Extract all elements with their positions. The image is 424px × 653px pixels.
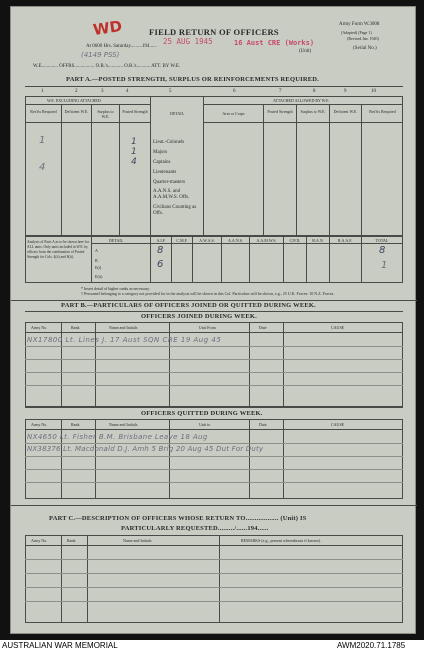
handwritten-serial: (4149 PSS) xyxy=(81,51,120,59)
head-arm-or-corps: Arm or Corps xyxy=(222,111,245,116)
unit-stamp: 16 Aust CRE (Works) xyxy=(234,39,315,47)
head-resfts-required-left: Res'fts Required xyxy=(30,109,57,114)
quitted-col-army-no: Army No. xyxy=(31,422,48,427)
part-c-table xyxy=(25,535,403,623)
part-a-table xyxy=(25,96,403,236)
summary-row-b: B xyxy=(95,258,98,263)
part-c-title-line-2: PARTICULARLY REQUESTED........./......194...... xyxy=(121,525,269,532)
summary-row-a: A xyxy=(95,248,98,253)
summary-col-total: TOTAL xyxy=(375,238,389,243)
part-c-col-army-no: Army No. xyxy=(31,538,48,543)
summary-col-raaf: R.A.A.F. xyxy=(337,238,353,243)
serial-label: (Serial No.) xyxy=(353,46,377,51)
summary-col-aans: A.A.N.S. xyxy=(228,238,243,243)
part-a-title: PART A.—POSTED STRENGTH, SURPLUS OR REINFORCEMENTS REQUIRED. xyxy=(66,76,319,83)
attached-allowed-label: ATTACHED ALLOWED BY W.E. xyxy=(273,98,330,103)
form-title: FIELD RETURN OF OFFICERS xyxy=(149,27,279,37)
quitted-col-cause: CAUSE xyxy=(331,422,345,427)
head-resfts-required-right: Res'fts Required xyxy=(369,109,396,114)
joined-col-army-no: Army No. xyxy=(31,325,48,330)
joined-table xyxy=(25,322,403,407)
quitted-entry-2: NX38376 Lt. Macdonald D.J. Amh 5 Brig 20 Aug 45 Dut For Duty xyxy=(27,445,264,453)
col-number-3: 3 xyxy=(101,89,104,94)
detail-lieut-colonels: Lieut.-Colonels xyxy=(153,140,185,145)
detail-quarter-masters: Quarter-masters xyxy=(153,180,186,185)
col-number-4: 4 xyxy=(126,89,129,94)
head-posted-strength-right: Posted Strength xyxy=(267,109,293,114)
summary-col-aamws: A.A.M.W.S. xyxy=(256,238,277,243)
summary-row-eii: E(ii) xyxy=(95,274,103,279)
joined-col-name: Name and Initials xyxy=(109,325,138,330)
detail-civilians: Civilians Counting as Offs. xyxy=(153,205,197,216)
col-number-10: 10 xyxy=(371,89,376,94)
head-surplus-right: Surplus to W.E. xyxy=(300,109,326,114)
time-line: At 0600 Hrs. Saturday.........194...... xyxy=(86,44,157,49)
form-adapted: (Adapted) (Page 1) xyxy=(341,30,372,35)
joined-col-cause: CAUSE xyxy=(331,325,345,330)
hw-summary-total-2: 1 xyxy=(381,260,388,271)
detail-captains: Captains xyxy=(153,160,171,165)
head-detail: DETAIL xyxy=(169,111,185,116)
hw-summary-total-1: 8 xyxy=(379,245,386,256)
hw-col4-row3: 4 xyxy=(131,157,137,167)
col-number-9: 9 xyxy=(344,89,347,94)
summary-analysis-note: Analysis of Parts A as to be shown here for ALL units. Only units included in W.E. by officers from the combination of Posted Strength for Cols. 4(ii) and 8(ii). xyxy=(27,240,89,259)
joined-col-date: Date xyxy=(259,325,267,330)
quitted-col-name: Name and Initials xyxy=(109,422,138,427)
unit-label: (Unit) xyxy=(299,49,312,54)
part-c-title-line-1: PART C.—DESCRIPTION OF OFFICERS WHOSE RETURN TO.................. (Unit) IS xyxy=(49,515,307,522)
handwritten-wd-mark: WD xyxy=(91,17,124,39)
footnote-categories: † Personnel belonging to a category not provided for in the analysis will be shown in this Col. Particulars will be shown, e.g., 25 U.K. Forces: 10 N.Z. Forces. xyxy=(81,291,335,296)
summary-detail-head: DETAIL xyxy=(109,238,124,243)
footnote-higher-ranks: * Insert detail of higher ranks as necessary. xyxy=(81,286,150,291)
summary-row-ei: E(i) xyxy=(95,265,102,270)
quitted-col-rank: Rank xyxy=(71,422,80,427)
summary-col-ran: R.A.N. xyxy=(312,238,324,243)
head-deficient-right: Deficient W.E. xyxy=(333,109,358,114)
summary-col-aif: A.I.F. xyxy=(156,238,166,243)
joined-title: OFFICERS JOINED DURING WEEK. xyxy=(141,313,257,320)
col-number-6: 6 xyxy=(233,89,236,94)
part-c-col-remarks: REMARKS (e.g., present whereabouts if known). xyxy=(241,538,321,543)
archive-footer xyxy=(0,640,424,653)
we-excluding-label: W.E. EXCLUDING ATTACHED xyxy=(47,98,101,103)
part-b-title: PART B.—PARTICULARS OF OFFICERS JOINED OR QUITTED DURING WEEK. xyxy=(61,302,317,309)
hw-col4-row2: 1 xyxy=(131,147,137,157)
head-posted-strength-left: Posted Strength xyxy=(122,109,148,114)
we-line: W.E............. OFFRS................ O.R.'s............ O.R.'s........... ATT. BY W.E. xyxy=(33,64,181,69)
form-revised: (Revised Jan. 1940) xyxy=(347,36,379,41)
summary-col-civil: CIVIL xyxy=(289,238,301,243)
head-surplus-left: Surplus to W.E. xyxy=(97,109,114,119)
quitted-entry-1: NX4650 Lt. Fisher B.M. Brisbane Leave 18 Aug xyxy=(27,433,208,441)
hw-col1-row4: 4 xyxy=(39,162,46,173)
part-c-col-name: Name and Initials xyxy=(123,538,152,543)
head-deficient-left: Deficient W.E. xyxy=(64,109,89,114)
col-number-2: 2 xyxy=(75,89,78,94)
joined-entry-1: NX17800 Lt. Lines J. 17 Aust SQN CRE 19 Aug 45 xyxy=(27,336,222,344)
hw-summary-aif-2: 6 xyxy=(157,259,164,270)
hw-summary-aif-1: 8 xyxy=(157,245,164,256)
col-number-1: 1 xyxy=(41,89,44,94)
form-number: Army Form W.3008 xyxy=(339,22,380,27)
joined-col-rank: Rank xyxy=(71,325,80,330)
quitted-col-unit-to: Unit to xyxy=(199,422,211,427)
form-page xyxy=(10,6,416,634)
quitted-title: OFFICERS QUITTED DURING WEEK. xyxy=(141,410,263,417)
detail-majors: Majors xyxy=(153,150,168,155)
footer-institution: AUSTRALIAN WAR MEMORIAL xyxy=(2,641,118,650)
joined-col-unit-from: Unit From xyxy=(199,325,216,330)
col-number-5: 5 xyxy=(169,89,172,94)
hw-col4-row1: 1 xyxy=(131,137,137,147)
col-number-8: 8 xyxy=(313,89,316,94)
date-stamp: 25 AUG 1945 xyxy=(163,37,213,46)
summary-col-awas: A.W.A.S. xyxy=(199,238,215,243)
col-number-7: 7 xyxy=(279,89,282,94)
summary-col-cmf: C.M.F. xyxy=(176,238,188,243)
part-c-col-rank: Rank xyxy=(67,538,76,543)
detail-lieutenants: Lieutenants xyxy=(153,170,177,175)
hw-col1-row1: 1 xyxy=(39,135,46,146)
quitted-table xyxy=(25,419,403,499)
detail-aans-aamws: A.A.N.S. and A.A.M.W.S. Offs. xyxy=(153,189,190,200)
quitted-col-date: Date xyxy=(259,422,267,427)
footer-accession-number: AWM2020.71.1785 xyxy=(337,641,406,650)
